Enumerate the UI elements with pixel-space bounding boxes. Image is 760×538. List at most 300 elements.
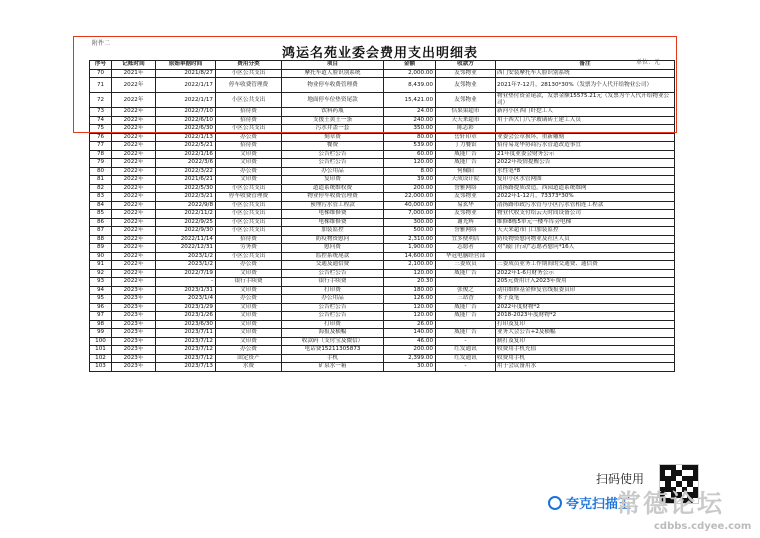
table-cell: 2022年 (112, 261, 156, 270)
table-cell: 小区公共支出 (216, 227, 282, 236)
column-header: 费用分类 (216, 61, 282, 70)
table-cell: 83 (90, 193, 112, 202)
table-cell: 72 (90, 93, 112, 108)
table-cell: 2023年 (112, 320, 156, 329)
table-cell: 谢光辉 (436, 218, 496, 227)
table-cell: 24.00 (384, 108, 436, 117)
table-row (90, 337, 675, 346)
table-cell: 2022年度财物*2 (496, 303, 675, 312)
table-cell: 文印费 (216, 303, 282, 312)
table-cell: 公告栏公告 (282, 150, 384, 159)
table-cell: 8.00 (384, 167, 436, 176)
table-cell: 友邻物业 (436, 210, 496, 219)
table-row (90, 235, 675, 244)
table-cell: 1,900.00 (384, 244, 436, 253)
table-cell: 三站香 (436, 295, 496, 304)
table-row (90, 125, 675, 134)
table-cell: 道道系统维权费 (282, 184, 384, 193)
table-cell: 2023年 (112, 312, 156, 321)
table-cell: 文印费 (216, 312, 282, 321)
table-cell: 水性笔*8 (496, 167, 675, 176)
table-cell: 恬果果超市 (436, 108, 496, 117)
column-header: 原始单据时间 (156, 61, 216, 70)
table-cell: 2022年 (112, 184, 156, 193)
table-cell: 2022年 (112, 176, 156, 185)
table-cell: 复印小区水管网图 (496, 176, 675, 185)
table-cell: 30.00 (384, 363, 436, 372)
table-cell: 2022年 (112, 252, 156, 261)
table-cell: 2023/1/2 (156, 252, 216, 261)
table-cell: 陈志彩 (436, 125, 496, 134)
table-cell: 2023/6/30 (156, 320, 216, 329)
table-row (90, 286, 675, 295)
table-cell: 收费用手机充值 (496, 346, 675, 355)
table-cell: 物业停车收费管理费 (282, 193, 384, 202)
table-cell: 2023年 (112, 329, 156, 338)
table-cell: 物业代收支付给云天时间设备公司 (496, 210, 675, 219)
table-cell: 94 (90, 286, 112, 295)
column-header: 记账时间 (112, 61, 156, 70)
table-cell: 200.00 (384, 184, 436, 193)
table-cell: 96 (90, 303, 112, 312)
table-cell: 2022年 (112, 142, 156, 151)
table-cell: 停车收费管理费 (216, 78, 282, 93)
table-row (90, 346, 675, 355)
table-cell: 慰问费 (282, 244, 384, 253)
table-cell: 2022年 (112, 167, 156, 176)
table-cell: 93 (90, 278, 112, 287)
table-cell: 76 (90, 133, 112, 142)
table-cell: 小区公共支出 (216, 252, 282, 261)
table-row (90, 218, 675, 227)
table-cell: 物业垫付资金尾款，发票金额15575.21元（发票为个人代开给物业公司） (496, 93, 675, 108)
table-cell: 7,000.00 (384, 210, 436, 219)
table-cell: 2022年 (112, 218, 156, 227)
table-cell: 打印费 (282, 320, 384, 329)
table-cell: 2022/11/14 (156, 235, 216, 244)
table-cell: 水费 (216, 363, 282, 372)
table-cell: 90 (90, 252, 112, 261)
table-cell: 2022年 (112, 116, 156, 125)
table-cell: 15,421.00 (384, 93, 436, 108)
table-cell: 2022/1/17 (156, 78, 216, 93)
table-cell: 8,439.00 (384, 78, 436, 93)
table-cell: 小区公共支出 (216, 210, 282, 219)
table-cell: 华冠电脑经营部 (436, 252, 496, 261)
column-header: 备注 (496, 61, 675, 70)
table-cell: 劳务费 (216, 244, 282, 253)
table-cell: 2022/9/25 (156, 218, 216, 227)
table-cell: 75 (90, 125, 112, 134)
table-cell: 2023/1/29 (156, 303, 216, 312)
table-cell: 2022年疫情提醒公告 (496, 159, 675, 168)
table-cell: 誉雅网络 (436, 227, 496, 236)
table-row (90, 252, 675, 261)
table-cell: 友邻物业 (436, 193, 496, 202)
table-cell: 公告栏公告 (282, 269, 384, 278)
table-cell (436, 320, 496, 329)
table-cell: 对“敲门行动”志愿者慰问*16人 (496, 244, 675, 253)
table-cell: 交通及通信费 (282, 261, 384, 270)
table-cell: 87 (90, 227, 112, 236)
table-cell: 文印费 (216, 337, 282, 346)
table-cell: 200.00 (384, 346, 436, 355)
table-cell: 2023/7/12 (156, 354, 216, 363)
table-cell: 88 (90, 235, 112, 244)
table-cell: 2022年 (112, 278, 156, 287)
table-cell: 打印费 (282, 286, 384, 295)
table-cell: 2023/7/13 (156, 363, 216, 372)
table-cell: 2023/1/2 (156, 261, 216, 270)
table-cell: 2022/3/21 (156, 193, 216, 202)
table-cell: 文印费 (216, 286, 282, 295)
table-cell: 2023年 (112, 354, 156, 363)
table-cell: 2022年 (112, 133, 156, 142)
table-cell: 小区公共支出 (216, 125, 282, 134)
table-cell: 74 (90, 116, 112, 125)
table-cell: 2022/11/2 (156, 210, 216, 219)
table-cell: 物业停车收费管理费 (282, 78, 384, 93)
table-cell: 2,310.00 (384, 235, 436, 244)
table-cell: 收费用手机 (496, 354, 675, 363)
table-row (90, 150, 675, 159)
table-cell: 2022年 (112, 235, 156, 244)
table-cell: 80 (90, 167, 112, 176)
table-cell: 张俊之 (436, 286, 496, 295)
table-cell: 100 (90, 337, 112, 346)
table-cell: 2022年 (112, 108, 156, 117)
table-cell: 加装监控 (282, 227, 384, 236)
table-cell: 102 (90, 354, 112, 363)
table-cell: 205元费用计入2023年费用 (496, 278, 675, 287)
table-cell: 78 (90, 150, 112, 159)
table-row (90, 261, 675, 270)
table-cell: 2022年 (112, 78, 156, 93)
table-cell: 86 (90, 218, 112, 227)
table-cell: 2023/7/12 (156, 346, 216, 355)
table-cell: 小区公共支出 (216, 93, 282, 108)
table-header-row (90, 61, 675, 70)
table-cell: 复印费 (282, 176, 384, 185)
table-cell: 2022年 (112, 227, 156, 236)
table-cell: 西门安装摩托车人脸识别系统 (496, 69, 675, 78)
column-header: 收款方 (436, 61, 496, 70)
table-cell: 岳轩印章 (436, 133, 496, 142)
table-cell: 威能广告 (436, 269, 496, 278)
table-cell: 2022/6/10 (156, 116, 216, 125)
table-cell: 103 (90, 363, 112, 372)
table-cell: 140.00 (384, 329, 436, 338)
table-row (90, 244, 675, 253)
table-cell: 银行手续费 (216, 278, 282, 287)
expense-table (89, 60, 675, 372)
column-header: 金额 (384, 61, 436, 70)
table-cell: 打印及复印 (496, 320, 675, 329)
table-cell: 支援王黄王一条 (282, 116, 384, 125)
table-cell: 39.00 (384, 176, 436, 185)
table-cell: 用于会议备用水 (496, 363, 675, 372)
table-cell: 180.00 (384, 286, 436, 295)
table-cell: 84 (90, 201, 112, 210)
table-cell: 招待费 (216, 108, 282, 117)
table-cell: 2022年 (112, 125, 156, 134)
table-cell: 82 (90, 184, 112, 193)
table-cell: 业委会公章损坏，重新雕刻 (496, 133, 675, 142)
table-cell: 友邻物业 (436, 78, 496, 93)
watermark-url: cdbbs.cdyee.com (654, 521, 752, 532)
table-cell: 2022年 (112, 269, 156, 278)
table-cell: 22,000.00 (384, 193, 436, 202)
table-row (90, 93, 675, 108)
table-row (90, 193, 675, 202)
table-cell: 三委成员业务工作期间的交通费、通信费 (496, 261, 675, 270)
scan-label: 扫码使用 (596, 472, 645, 486)
table-cell: 制打及复印 (496, 337, 675, 346)
table-cell: 文印费 (216, 150, 282, 159)
table-cell: 2022年 (112, 193, 156, 202)
table-cell: 威能广告 (436, 159, 496, 168)
table-cell: 126.00 (384, 295, 436, 304)
table-cell: 2022年 (112, 210, 156, 219)
table-cell: 清扬路市政污水管与小区污水管相连工程款 (496, 201, 675, 210)
table-cell: 新河小区西门纤挖工人 (496, 108, 675, 117)
table-cell: 文印费 (216, 269, 282, 278)
table-cell: 2023/1/26 (156, 312, 216, 321)
table-cell: 业务大会公告+2及横幅 (496, 329, 675, 338)
table-cell: 40,000.00 (384, 201, 436, 210)
table-cell: 友邻物业 (436, 69, 496, 78)
table-cell: 2022/3/6 (156, 159, 216, 168)
table-body (90, 69, 675, 371)
table-cell: 2022年 (112, 150, 156, 159)
table-cell: 办公费 (216, 167, 282, 176)
table-cell: 办公费 (216, 261, 282, 270)
table-row (90, 363, 675, 372)
table-cell: 92 (90, 269, 112, 278)
table-cell: 2023年 (112, 303, 156, 312)
table-cell: 2022/3/22 (156, 167, 216, 176)
table-cell: 动用维修基金修复管线报委员印 (496, 286, 675, 295)
table-cell: 招待易龙华协商污水管道改造事宜 (496, 142, 675, 151)
table-cell: 2022/9/8 (156, 201, 216, 210)
forum-watermark: 常德论坛 (616, 489, 725, 518)
table-cell: 2022年 (112, 201, 156, 210)
column-header: 项目 (282, 61, 384, 70)
table-cell: 2023/1/4 (156, 295, 216, 304)
table-cell: 公告栏公告 (282, 303, 384, 312)
brand-logo-icon (548, 496, 562, 510)
table-cell: 天天来超市 (436, 116, 496, 125)
table-cell: 81 (90, 176, 112, 185)
table-cell: 2022/1/16 (156, 150, 216, 159)
table-cell: 电梯维修费 (282, 210, 384, 219)
table-cell: 威能广告 (436, 303, 496, 312)
table-cell: 本子及笔 (496, 295, 675, 304)
table-cell: 威能广告 (436, 329, 496, 338)
table-cell: 红发通讯 (436, 346, 496, 355)
table-cell: - (436, 337, 496, 346)
table-cell: 防疫物资慰问 (282, 235, 384, 244)
table-cell: 2022年 (112, 93, 156, 108)
table-cell: 73 (90, 108, 112, 117)
table-row (90, 108, 675, 117)
table-cell: 2022年 (112, 244, 156, 253)
annex-label: 附件二 (92, 40, 111, 47)
table-cell: 文印费 (216, 329, 282, 338)
table-cell: 99 (90, 329, 112, 338)
table-row (90, 269, 675, 278)
table-cell: 2023年 (112, 346, 156, 355)
table-cell: - (436, 363, 496, 372)
table-cell: 2022/12/31 (156, 244, 216, 253)
table-cell: 26.00 (384, 320, 436, 329)
table-cell: 2022/7/19 (156, 269, 216, 278)
table-row (90, 320, 675, 329)
table-cell: 刻章费 (282, 133, 384, 142)
table-cell: 2018-2023年度财物*2 (496, 312, 675, 321)
table-cell: 120.00 (384, 269, 436, 278)
table-cell: 办公费 (216, 295, 282, 304)
table-cell: 2023年 (112, 337, 156, 346)
table-cell: 文印费 (216, 159, 282, 168)
table-cell: 2021/8/27 (156, 69, 216, 78)
table-cell: 95 (90, 295, 112, 304)
table-cell: 46.00 (384, 337, 436, 346)
table-cell: 2,100.00 (384, 261, 436, 270)
table-cell: 2022/5/30 (156, 184, 216, 193)
table-row (90, 133, 675, 142)
table-cell: 350.00 (384, 125, 436, 134)
table-cell: 防疫物资慰问物业及社区人员 (496, 235, 675, 244)
table-row (90, 69, 675, 78)
table-cell: 98 (90, 320, 112, 329)
table-cell: 89 (90, 244, 112, 253)
table-cell: 539.00 (384, 142, 436, 151)
table-row (90, 78, 675, 93)
table-cell: 2022年1-12月，73373*30% (496, 193, 675, 202)
document-title: 鸿运名苑业委会费用支出明细表 (281, 46, 478, 61)
table-cell: 威能广告 (436, 150, 496, 159)
table-cell: 2021/6/21 (156, 176, 216, 185)
table-row (90, 312, 675, 321)
table-row (90, 210, 675, 219)
table-row (90, 303, 675, 312)
table-row (90, 184, 675, 193)
table-row (90, 176, 675, 185)
table-cell: 易玄华 (436, 201, 496, 210)
table-cell: 丁力餐馆 (436, 142, 496, 151)
table-cell: 摩托车道人脸识别系统 (282, 69, 384, 78)
table-cell (496, 252, 675, 261)
table-cell: 办公费 (216, 133, 282, 142)
table-cell: 2,000.00 (384, 69, 436, 78)
table-cell: 71 (90, 78, 112, 93)
table-cell: 2022年 (112, 159, 156, 168)
table-cell: 小区公共支出 (216, 184, 282, 193)
table-cell: 2022/1/17 (156, 93, 216, 108)
table-cell: 办公用品 (282, 167, 384, 176)
table-cell: 电梯维修费 (282, 218, 384, 227)
table-cell: 77 (90, 142, 112, 151)
table-cell: 威能广告 (436, 312, 496, 321)
table-cell: 2023/1/31 (156, 286, 216, 295)
table-cell (496, 125, 675, 134)
table-cell: 银行手续费 (282, 278, 384, 287)
table-cell: 何佩阳 (436, 167, 496, 176)
table-cell: 地面停车位垫资尾款 (282, 93, 384, 108)
table-cell: 20.30 (384, 278, 436, 287)
table-cell: 预埋污水管工程款 (282, 201, 384, 210)
table-cell: 70 (90, 69, 112, 78)
table-cell: 97 (90, 312, 112, 321)
table-cell: 21年度业委会财务公示 (496, 150, 675, 159)
table-cell: 120.00 (384, 159, 436, 168)
table-row (90, 278, 675, 287)
table-cell (436, 278, 496, 287)
table-cell: 小区公共支出 (216, 201, 282, 210)
table-row (90, 116, 675, 125)
table-cell: 收款码（支付宝及微信） (282, 337, 384, 346)
table-cell: 矿泉水一箱 (282, 363, 384, 372)
table-cell: 79 (90, 159, 112, 168)
table-cell: 招待费 (216, 116, 282, 125)
table-cell: 招待费 (216, 142, 282, 151)
table-cell: 101 (90, 346, 112, 355)
column-header: 序号 (90, 61, 112, 70)
table-cell: 500.00 (384, 227, 436, 236)
table-cell: 三委成员 (436, 261, 496, 270)
table-cell: 2022/9/30 (156, 227, 216, 236)
table-cell: 友邻物业 (436, 93, 496, 108)
table-cell: 停车收费管理费 (216, 193, 282, 202)
table-cell: 餐费 (282, 142, 384, 151)
table-cell: 85 (90, 210, 112, 219)
table-cell: 维修8栋5单元一楼车库旁电梯 (496, 218, 675, 227)
table-cell: 用于西大门八字玻璃砖土建工人员 (496, 116, 675, 125)
table-cell: 海报及横幅 (282, 329, 384, 338)
table-cell: 办公用品 (282, 295, 384, 304)
table-cell: 2022/7/10 (156, 108, 216, 117)
table-cell: - (156, 278, 216, 287)
table-cell: 污水井盖一套 (282, 125, 384, 134)
table-cell: 公告栏公告 (282, 159, 384, 168)
table-cell: 60.00 (384, 150, 436, 159)
table-cell: 2023/7/12 (156, 337, 216, 346)
table-row (90, 295, 675, 304)
table-cell: 2,399.00 (384, 354, 436, 363)
table-cell: 固定资产 (216, 354, 282, 363)
table-cell: 91 (90, 261, 112, 270)
table-cell: 红发通讯 (436, 354, 496, 363)
table-row (90, 201, 675, 210)
table-cell: 志愿者 (436, 244, 496, 253)
table-row (90, 159, 675, 168)
table-cell: 14,600.00 (384, 252, 436, 261)
table-cell: 文印费 (216, 320, 282, 329)
table-cell: 2022年1-6月财务公示 (496, 269, 675, 278)
table-row (90, 354, 675, 363)
table-cell: 80.00 (384, 133, 436, 142)
table-cell: 2022/5/21 (156, 142, 216, 151)
table-cell: 120.00 (384, 303, 436, 312)
table-cell: 2023年 (112, 363, 156, 372)
table-cell: 誉雅网络 (436, 184, 496, 193)
table-cell: 小区公共支出 (216, 69, 282, 78)
brand-name: 夸克扫描王 (566, 497, 632, 512)
table-row (90, 227, 675, 236)
table-cell: 120.00 (384, 312, 436, 321)
unit-label: 单位：元 (636, 59, 661, 66)
